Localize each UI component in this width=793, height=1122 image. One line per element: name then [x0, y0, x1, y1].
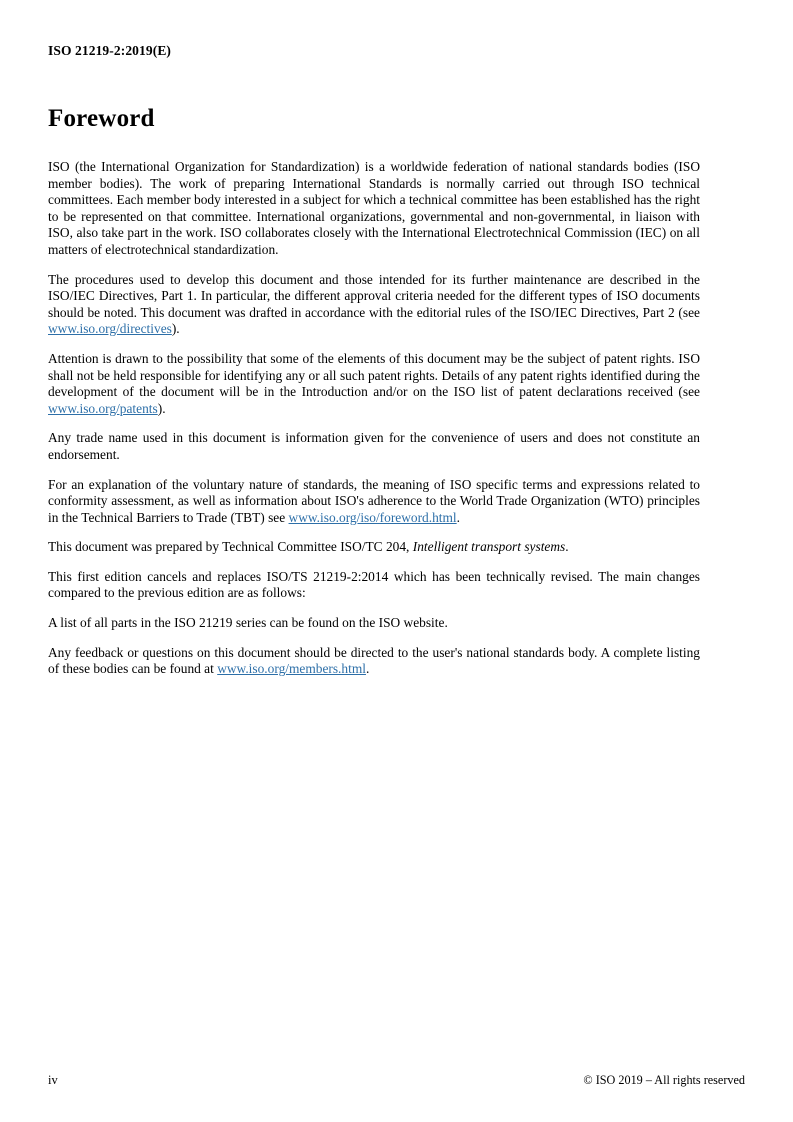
paragraph-committee	[48, 539, 700, 556]
paragraph-procedures-text-before: The procedures used to develop this document and those intended for its further maintenance are described in the ISO/IEC Directives, Part 1. In particular, the different approval criteria needed for the different types of ISO documents should be noted. This document was drafted in accordance with the editorial rules of the ISO/IEC Directives, Part 2 (see	[48, 271, 700, 320]
link-iso-directives[interactable]: www.iso.org/directives	[48, 321, 172, 337]
link-iso-members[interactable]: www.iso.org/members.html	[217, 661, 366, 677]
paragraph-committee-text-before: This document was prepared by Technical Committee ISO/TC 204,	[48, 539, 413, 555]
page-title: Foreword	[48, 105, 155, 132]
paragraph-procedures	[48, 272, 700, 338]
paragraph-feedback	[48, 645, 700, 678]
paragraph-voluntary-text-after: .	[456, 509, 461, 525]
link-iso-foreword[interactable]: www.iso.org/iso/foreword.html	[288, 509, 457, 525]
page-footer	[48, 1073, 745, 1089]
paragraph-patent-text-after: ).	[157, 400, 166, 416]
paragraph-edition-changes: This first edition cancels and replaces ISO/TS 21219-2:2014 which has been technically revised. The main changes compared to the previous edition are as follows:	[48, 568, 700, 601]
paragraph-committee-text-after: .	[565, 539, 569, 555]
paragraph-patent-text-before: Attention is drawn to the possibility that some of the elements of this document may be the subject of patent rights. ISO shall not be held responsible for identifying any or all such patent rights. Details of any patent rights identified during the development of the document will be in the Introduction and/or on the ISO list of patent declarations received (see	[48, 350, 700, 400]
paragraph-feedback-text-before: Any feedback or questions on this document should be directed to the user's national standards body. A complete listing of these bodies can be found at	[48, 644, 700, 677]
paragraph-iso-description: ISO (the International Organization for Standardization) is a worldwide federation of national standards bodies (ISO member bodies). The work of preparing International Standards is normally carried out through ISO technical committees. Each member body interested in a subject for which a technical committee has been established has the right to be represented on that committee. International organizations, governmental and non-governmental, in liaison with ISO, also take part in the work. ISO collaborates closely with the International Electrotechnical Commission (IEC) on all matters of electrotechnical standardization.	[48, 159, 700, 257]
paragraph-parts-list: A list of all parts in the ISO 21219 series can be found on the ISO website.	[48, 615, 448, 631]
link-iso-patents[interactable]: www.iso.org/patents	[48, 400, 158, 416]
committee-scope-title: Intelligent transport systems	[412, 539, 566, 555]
paragraph-voluntary-text-before: For an explanation of the voluntary nature of standards, the meaning of ISO specific terms and expressions related to conformity assessment, as well as information about ISO's adherence to the World Trade Organization (WTO) principles in the Technical Barriers to Trade (TBT) see	[48, 476, 700, 525]
paragraph-trade-name: Any trade name used in this document is information given for the convenience of users and does not constitute an endorsement.	[48, 430, 700, 462]
document-header-id: ISO 21219-2:2019(E)	[48, 43, 172, 58]
page-number: iv	[48, 1073, 58, 1087]
paragraph-voluntary-nature	[48, 477, 700, 527]
paragraph-patent-rights	[48, 351, 700, 417]
paragraph-feedback-text-after: .	[365, 661, 370, 677]
paragraph-procedures-text-after: ).	[171, 321, 180, 337]
document-body	[48, 105, 700, 678]
copyright-notice: © ISO 2019 – All rights reserved	[583, 1073, 745, 1087]
